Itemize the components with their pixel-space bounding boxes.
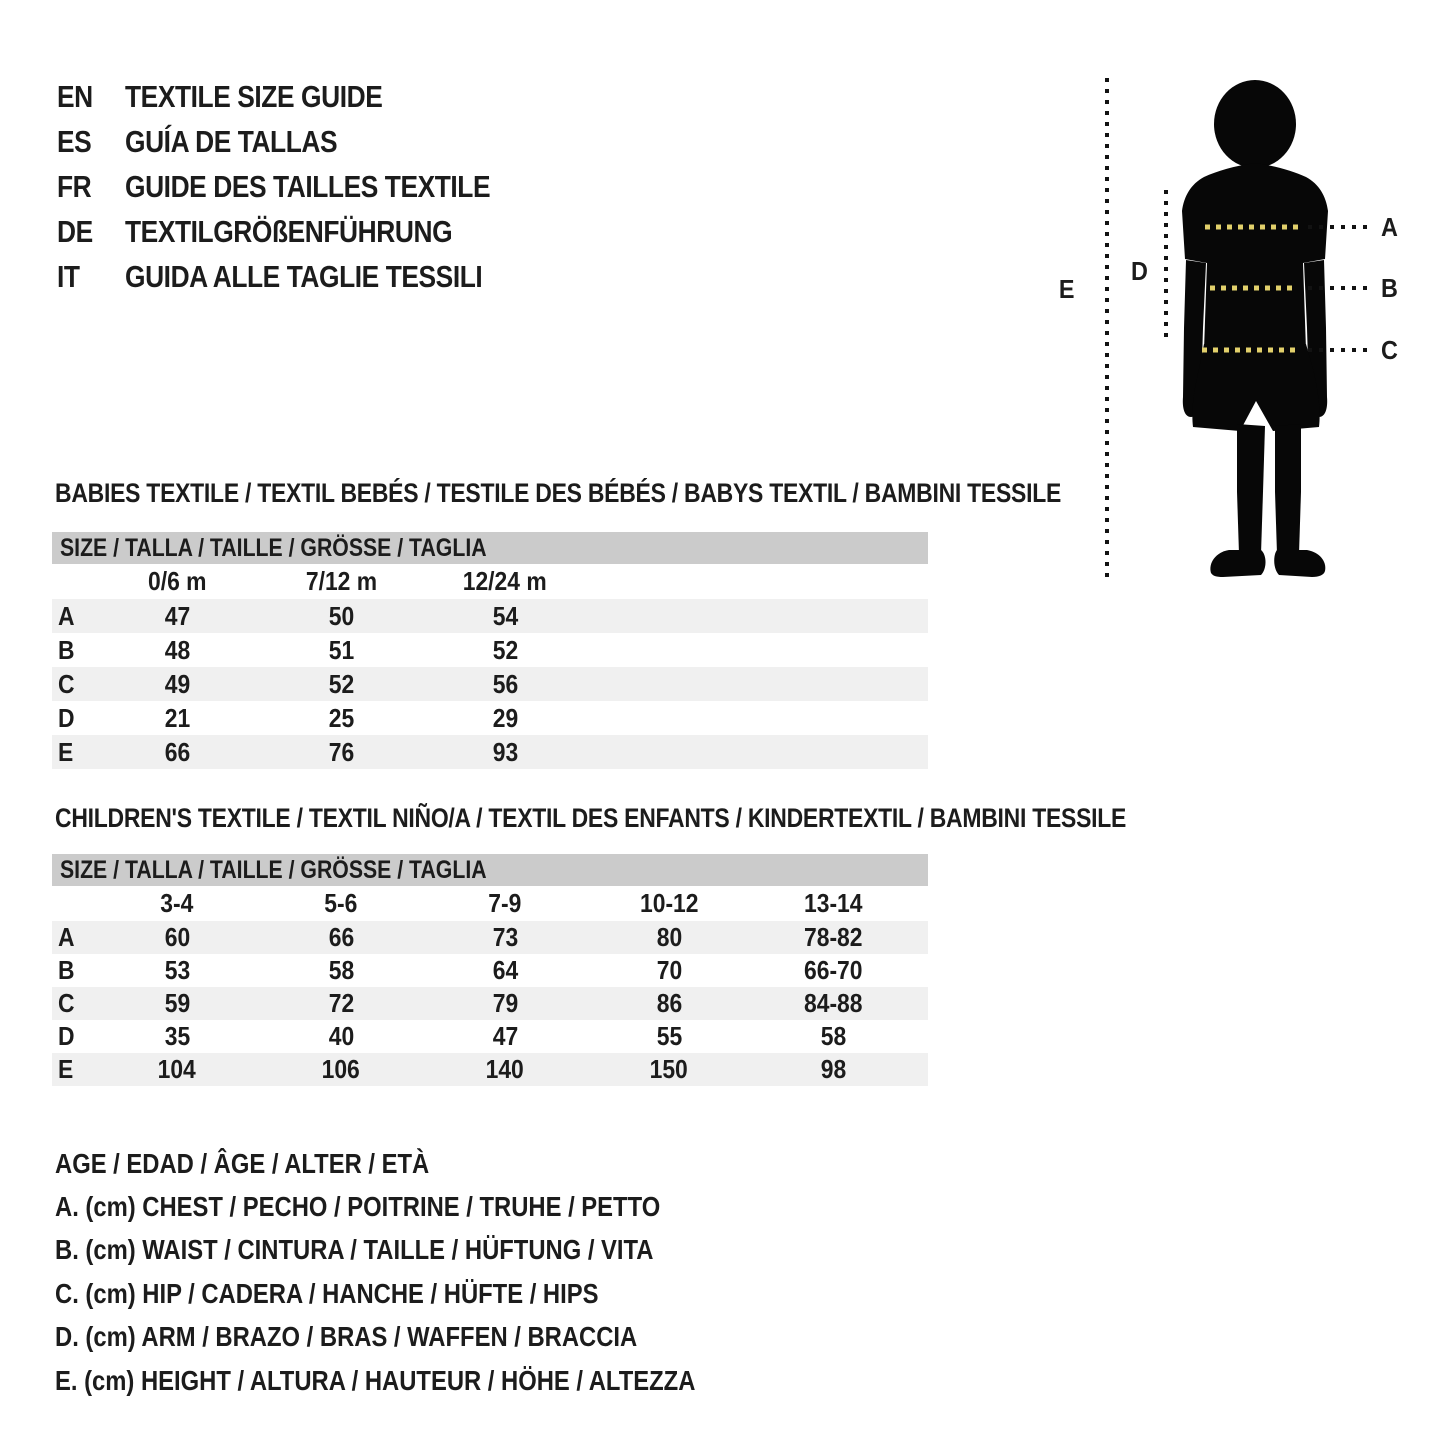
- cell: 21: [164, 702, 190, 733]
- language-row: [57, 74, 555, 119]
- row-label: A: [58, 922, 75, 952]
- legend-arm: D. (cm) ARM / BRAZO / BRAS / WAFFEN / BRACCIA: [55, 1321, 638, 1353]
- language-row: [57, 254, 555, 299]
- babies-column-header-row: [52, 564, 928, 599]
- cell: 70: [656, 955, 682, 985]
- cell: 47: [164, 600, 190, 631]
- cell: 66-70: [803, 955, 863, 985]
- cell: 84-88: [803, 988, 863, 1018]
- cell: 58: [820, 1021, 846, 1051]
- row-label: D: [58, 702, 75, 733]
- cell: 58: [328, 955, 354, 985]
- table-row: [52, 954, 928, 987]
- babies-section-title: BABIES TEXTILE / TEXTIL BEBÉS / TESTILE DES BÉBÉS / BABYS TEXTIL / BAMBINI TESSILE: [55, 478, 1062, 508]
- language-title: GUÍA DE TALLAS: [125, 123, 338, 159]
- children-size-table: [52, 854, 928, 1086]
- legend-hip: C. (cm) HIP / CADERA / HANCHE / HÜFTE / HIPS: [55, 1277, 599, 1309]
- cell: 48: [164, 634, 190, 665]
- cell: 52: [328, 668, 354, 699]
- row-label: C: [58, 668, 75, 699]
- cell: 55: [656, 1021, 682, 1051]
- cell: 150: [649, 1054, 689, 1084]
- column-header: 7/12 m: [305, 566, 377, 596]
- column-header: 5-6: [324, 888, 358, 918]
- cell: 80: [656, 922, 682, 952]
- language-row: [57, 209, 555, 254]
- cell: 52: [492, 634, 518, 665]
- language-row: [57, 164, 555, 209]
- table-row: [52, 667, 928, 701]
- cell: 60: [164, 922, 190, 952]
- cell: 49: [164, 668, 190, 699]
- cell: 29: [492, 702, 518, 733]
- cell: 40: [328, 1021, 354, 1051]
- cell: 51: [328, 634, 354, 665]
- cell: 76: [328, 736, 354, 767]
- legend-age: AGE / EDAD / ÂGE / ALTER / ETÀ: [55, 1147, 430, 1179]
- cell: 35: [164, 1021, 190, 1051]
- cell: 56: [492, 668, 518, 699]
- language-title: TEXTILE SIZE GUIDE: [125, 78, 383, 114]
- figure-label-arm: D: [1130, 256, 1148, 286]
- cell: 66: [328, 922, 354, 952]
- table-row: [52, 1053, 928, 1086]
- cell: 50: [328, 600, 354, 631]
- measurement-figure: [1040, 60, 1445, 605]
- table-row: [52, 599, 928, 633]
- measurement-legend: [55, 1142, 808, 1402]
- cell: 79: [492, 988, 518, 1018]
- row-label: C: [58, 988, 75, 1018]
- row-label: E: [58, 736, 74, 767]
- language-title: GUIDE DES TAILLES TEXTILE: [125, 168, 491, 204]
- table-row: [52, 735, 928, 769]
- legend-chest: A. (cm) CHEST / PECHO / POITRINE / TRUHE / PETTO: [55, 1191, 661, 1223]
- cell: 106: [321, 1054, 361, 1084]
- table-row: [52, 987, 928, 1020]
- row-label: A: [58, 600, 75, 631]
- children-table-header: SIZE / TALLA / TAILLE / GRÖSSE / TAGLIA: [60, 855, 487, 884]
- children-table-header-bar: [52, 854, 928, 886]
- legend-waist: B. (cm) WAIST / CINTURA / TAILLE / HÜFTUNG / VITA: [55, 1234, 654, 1266]
- babies-table-header: SIZE / TALLA / TAILLE / GRÖSSE / TAGLIA: [60, 533, 487, 562]
- cell: 86: [656, 988, 682, 1018]
- language-code: IT: [57, 258, 80, 294]
- language-code: ES: [57, 123, 92, 159]
- children-column-header-row: [52, 886, 928, 921]
- cell: 54: [492, 600, 518, 631]
- column-header: 10-12: [639, 888, 699, 918]
- row-label: E: [58, 1054, 74, 1084]
- language-title-list: [57, 74, 555, 299]
- column-header: 13-14: [803, 888, 863, 918]
- child-silhouette-graphic: [1040, 60, 1445, 605]
- cell: 78-82: [803, 922, 863, 952]
- language-code: DE: [57, 213, 93, 249]
- language-code: EN: [57, 78, 93, 114]
- table-row: [52, 921, 928, 954]
- language-title: GUIDA ALLE TAGLIE TESSILI: [125, 258, 483, 294]
- legend-height: E. (cm) HEIGHT / ALTURA / HAUTEUR / HÖHE / ALTEZZA: [55, 1364, 696, 1396]
- cell: 98: [820, 1054, 846, 1084]
- cell: 25: [328, 702, 354, 733]
- figure-label-waist: B: [1380, 273, 1398, 303]
- cell: 59: [164, 988, 190, 1018]
- cell: 66: [164, 736, 190, 767]
- row-label: B: [58, 955, 75, 985]
- figure-label-height: E: [1058, 274, 1075, 304]
- table-row: [52, 633, 928, 667]
- cell: 104: [157, 1054, 197, 1084]
- language-code: FR: [57, 168, 92, 204]
- language-row: [57, 119, 555, 164]
- column-header: 0/6 m: [147, 566, 207, 596]
- table-row: [52, 1020, 928, 1053]
- column-header: 3-4: [160, 888, 194, 918]
- column-header: 7-9: [488, 888, 522, 918]
- row-label: D: [58, 1021, 75, 1051]
- cell: 72: [328, 988, 354, 1018]
- row-label: B: [58, 634, 75, 665]
- cell: 93: [492, 736, 518, 767]
- cell: 140: [485, 1054, 525, 1084]
- table-row: [52, 701, 928, 735]
- cell: 73: [492, 922, 518, 952]
- column-header: 12/24 m: [463, 566, 547, 596]
- cell: 53: [164, 955, 190, 985]
- language-title: TEXTILGRÖßENFÜHRUNG: [125, 213, 453, 249]
- figure-label-chest: A: [1380, 212, 1398, 242]
- cell: 64: [492, 955, 518, 985]
- children-section-title: CHILDREN'S TEXTILE / TEXTIL NIÑO/A / TEXTIL DES ENFANTS / KINDERTEXTIL / BAMBINI TESSILE: [55, 803, 1127, 833]
- babies-table-header-bar: [52, 532, 928, 564]
- cell: 47: [492, 1021, 518, 1051]
- figure-label-hip: C: [1380, 335, 1398, 365]
- babies-size-table: [52, 532, 928, 769]
